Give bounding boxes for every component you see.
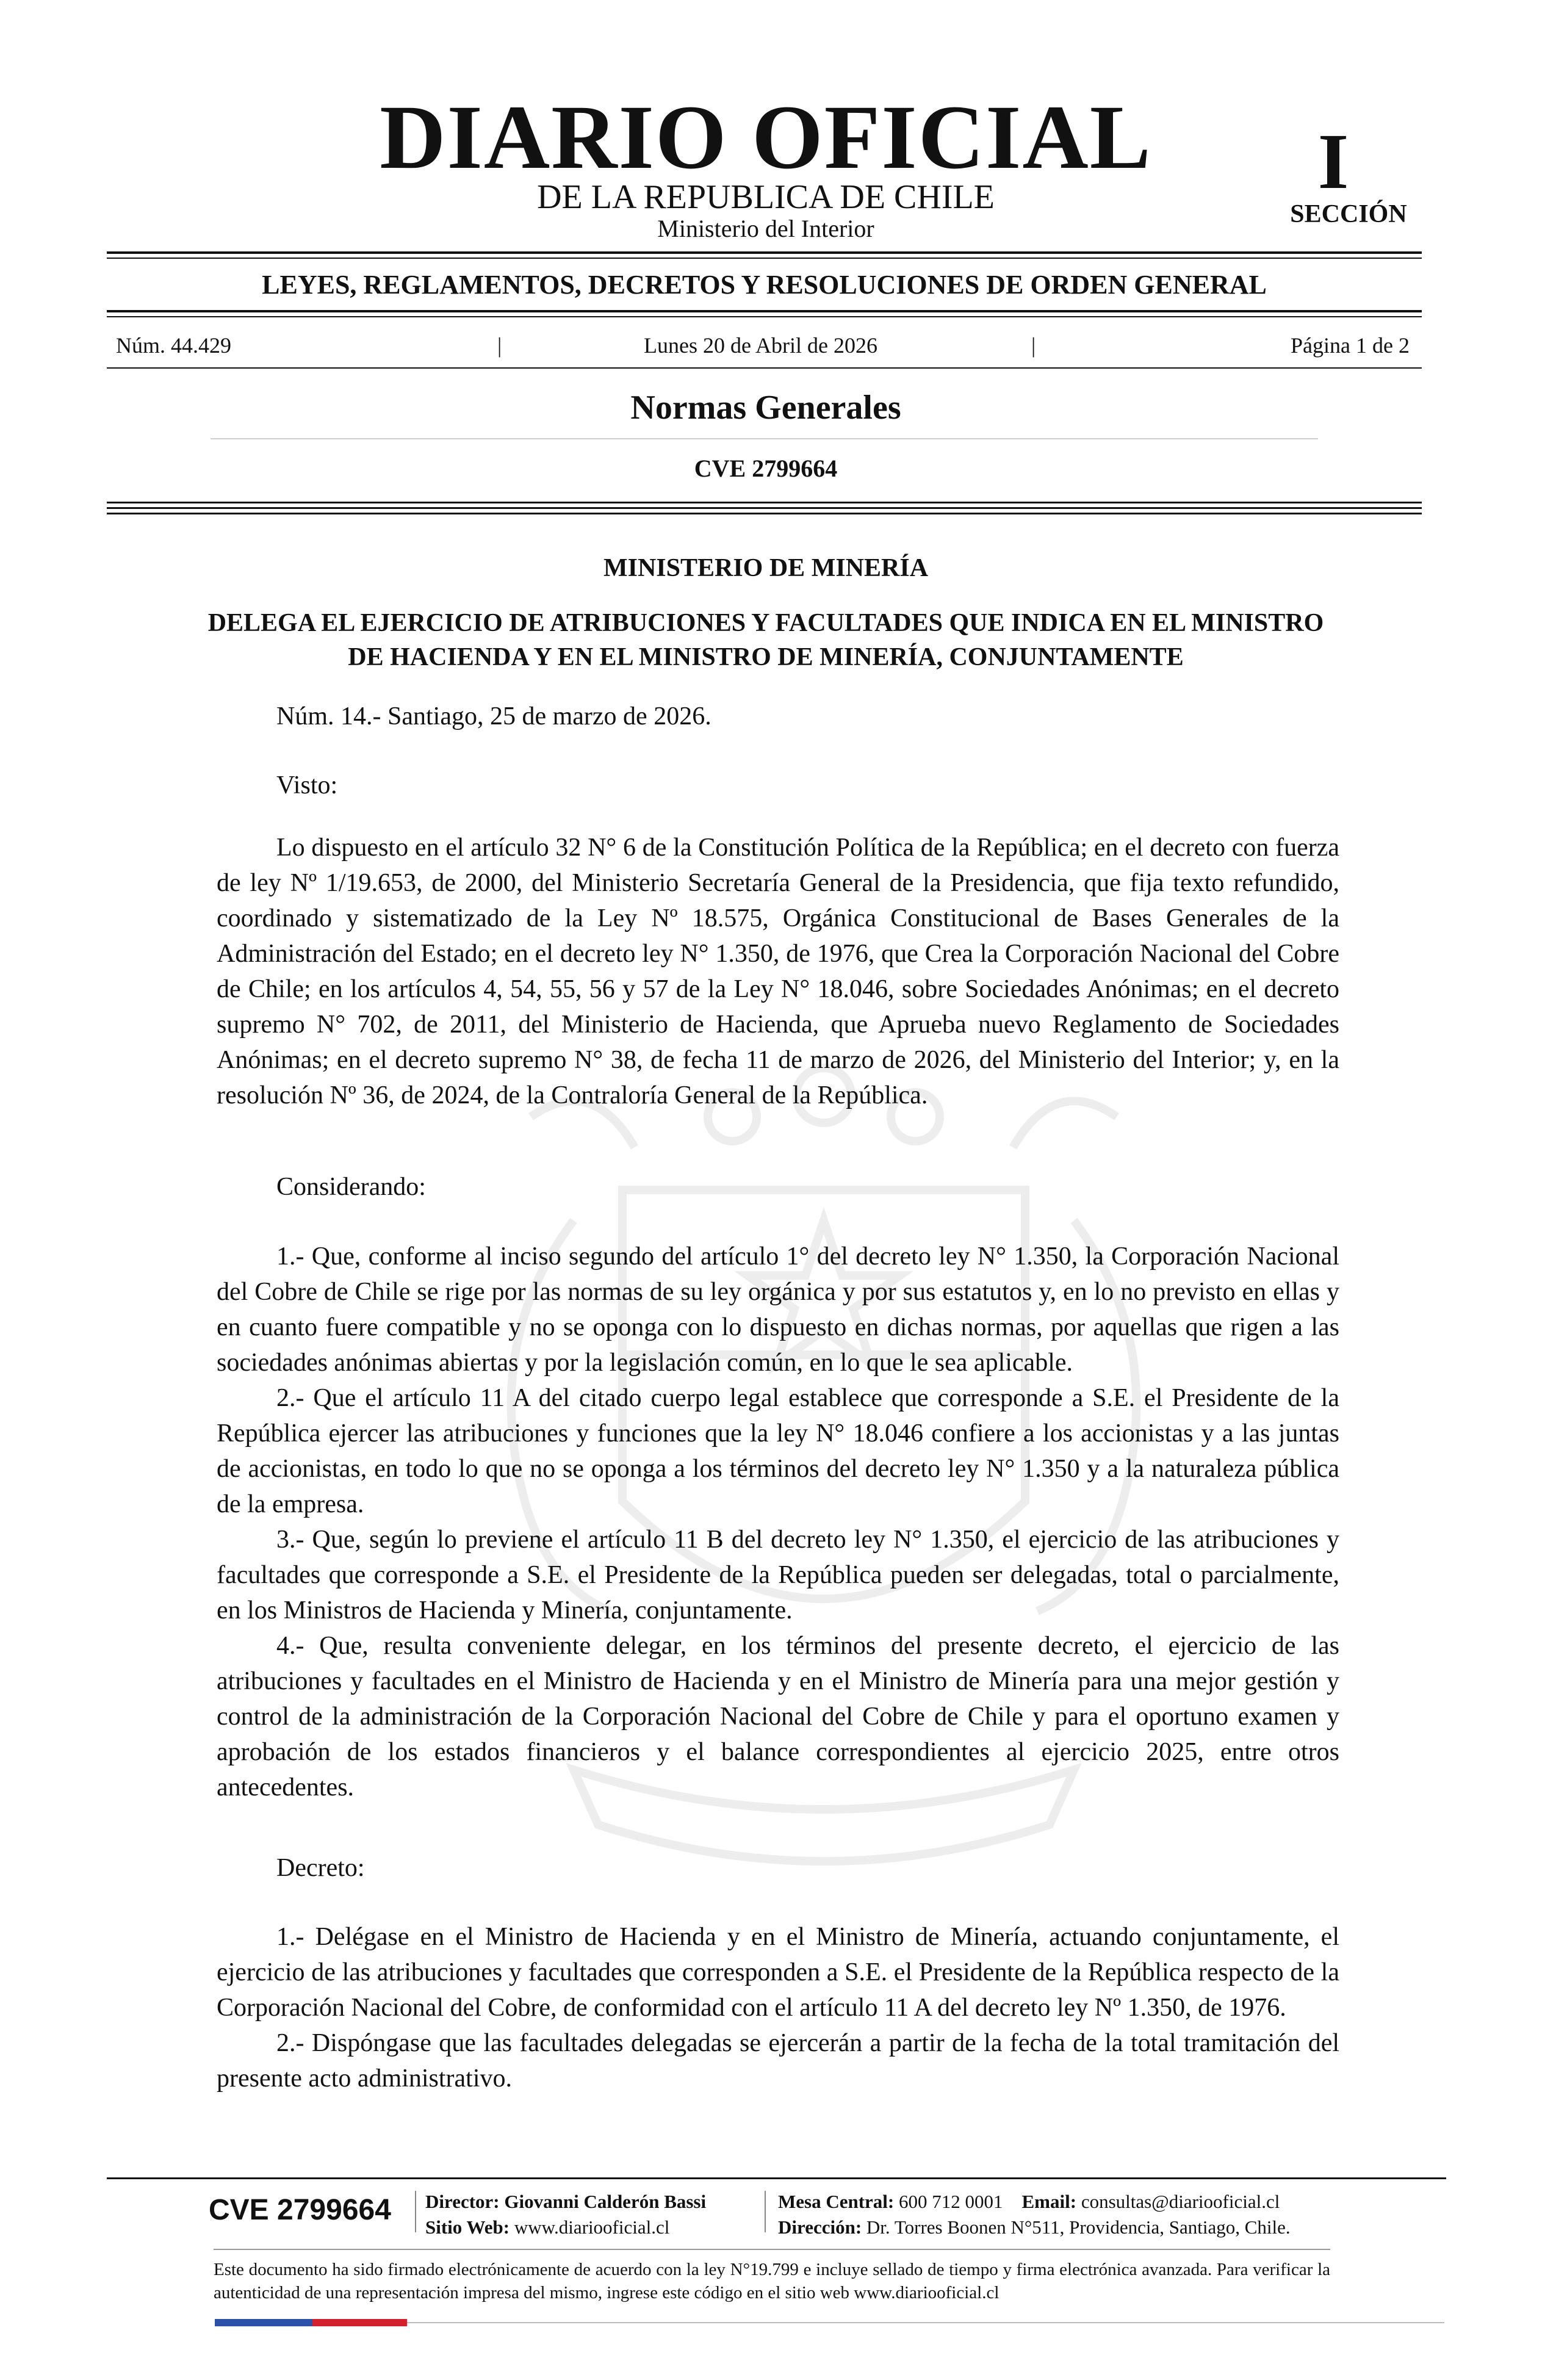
considerando-item: 1.- Que, conforme al inciso segundo del artículo 1° del decreto ley N° 1.350, la Corporación Nacional del Cobre de Chile se rige por las normas de su ley orgánica y por sus estatutos y, en lo no previsto en ellas y en cuanto fuere compatible y no se oponga con lo dispuesto en dichas normas, por aquellas que rigen a las sociedades anónimas abiertas y por la legislación común, en lo que le sea aplicable.: [217, 1242, 1339, 1377]
ministry-heading: MINISTERIO DE MINERÍA: [603, 554, 929, 582]
considerandos-list: [217, 1239, 1339, 1805]
footer-divider: [415, 2191, 416, 2232]
footer-bottom-rule: [407, 2322, 1444, 2323]
section-label: SECCIÓN: [1290, 200, 1407, 228]
director-name: Giovanni Calderón Bassi: [504, 2191, 707, 2212]
footer-director: [425, 2189, 706, 2215]
footer-divider: [765, 2191, 766, 2232]
decree-number-line: Núm. 14.- Santiago, 25 de marzo de 2026.: [276, 702, 711, 730]
email-link[interactable]: consultas@diariooficial.cl: [1081, 2191, 1280, 2212]
masthead-ministry: Ministerio del Interior: [657, 215, 874, 242]
visto-label: Visto:: [276, 771, 338, 799]
mesa-phone: 600 712 0001: [899, 2191, 1003, 2212]
email-label: Email:: [1021, 2191, 1077, 2212]
decree-title: DELEGA EL EJERCICIO DE ATRIBUCIONES Y FACULTADES QUE INDICA EN EL MINISTRO DE HACIENDA Y EN EL MINISTRO DE MINERÍA, CONJUNTAMENTE: [207, 609, 1324, 671]
issue-number: Núm. 44.429: [116, 333, 231, 358]
flag-stripe-red: [312, 2319, 407, 2326]
web-label: Sitio Web:: [425, 2216, 510, 2238]
mesa-label: Mesa Central:: [778, 2191, 895, 2212]
header-rule-top: [107, 251, 1422, 254]
footer-contact: [778, 2189, 1280, 2215]
decreto-label: Decreto:: [276, 1854, 365, 1882]
info-rule: [107, 367, 1422, 369]
considerando-label: Considerando:: [276, 1173, 426, 1201]
info-separator: |: [1031, 333, 1036, 358]
footer-rule: [107, 2177, 1446, 2179]
footer-website: [425, 2215, 669, 2240]
visto-text: Lo dispuesto en el artículo 32 N° 6 de la Constitución Política de la República; en el decreto con fuerza de ley Nº 1/19.653, de 2000, del Ministerio Secretaría General de la Presidencia, que fija texto refundido, coordinado y sistematizado de la Ley Nº 18.575, Orgánica Constitucional de Bases Generales de la Administración del Estado; en el decreto ley N° 1.350, de 1976, que Crea la Corporación Nacional del Cobre de Chile; en los artículos 4, 54, 55, 56 y 57 de la Ley N° 18.046, sobre Sociedades Anónimas; en el decreto supremo N° 702, de 2011, del Ministerio de Hacienda, que Aprueba nuevo Reglamento de Sociedades Anónimas; en el decreto supremo N° 38, de fecha 11 de marzo de 2026, del Ministerio del Interior; y, en la resolución Nº 36, de 2024, de la Contraloría General de la República.: [217, 834, 1339, 1109]
flag-stripe-blue: [215, 2319, 312, 2326]
address-label: Dirección:: [778, 2216, 862, 2238]
director-label: Director:: [425, 2191, 500, 2212]
footer-cve: CVE 2799664: [209, 2194, 391, 2226]
decreto-item: 1.- Delégase en el Ministro de Hacienda y en el Ministro de Minería, actuando conjuntamente, el ejercicio de las atribuciones y facultades que corresponden a S.E. el Presidente de la República respecto de la Corporación Nacional del Cobre, de conformidad con el artículo 11 A del decreto ley Nº 1.350, de 1976.: [217, 1923, 1339, 2022]
section-divider: [211, 438, 1318, 439]
header-rule-bottom-thin: [107, 316, 1422, 317]
footer-rule-lower: [214, 2249, 1330, 2250]
visto-paragraph: [217, 830, 1339, 1113]
section-number: I: [1317, 118, 1349, 206]
considerando-item: 4.- Que, resulta conveniente delegar, en los términos del presente decreto, el ejercicio de las atribuciones y facultades en el Ministro de Hacienda y en el Ministro de Minería para una mejor gestión y control de la administración de la Corporación Nacional del Cobre de Chile y para el oportuno examen y aprobación de los estados financieros y el balance correspondientes al ejercicio 2025, entre otros antecedentes.: [217, 1632, 1339, 1801]
address-text: Dr. Torres Boonen N°511, Providencia, Santiago, Chile.: [866, 2216, 1291, 2238]
header-rule-top-thin: [107, 258, 1422, 259]
issue-date: Lunes 20 de Abril de 2026: [644, 333, 877, 358]
masthead-title: DIARIO OFICIAL: [380, 87, 1152, 188]
masthead-close-rule: [107, 507, 1422, 509]
decreto-item: 2.- Dispóngase que las facultades delegadas se ejercerán a partir de la fecha de la total tramitación del presente acto administrativo.: [217, 2029, 1339, 2093]
masthead-close-rule: [107, 513, 1422, 514]
considerando-item: 3.- Que, según lo previene el artículo 11 B del decreto ley N° 1.350, el ejercicio de las atribuciones y facultades que corresponde a S.E. el Presidente de la República pueden ser delegadas, total o parcialmente, en los Ministros de Hacienda y Minería, conjuntamente.: [217, 1526, 1339, 1625]
header-rule-bottom: [107, 310, 1422, 312]
decretos-list: [217, 1919, 1339, 2096]
considerando-item: 2.- Que el artículo 11 A del citado cuerpo legal establece que corresponde a S.E. el Presidente de la República ejercer las atribuciones y funciones que la ley N° 18.046 confiere a los accionistas y a las juntas de accionistas, en todo lo que no se oponga a los términos del decreto ley N° 1.350 y a la naturaleza pública de la empresa.: [217, 1384, 1339, 1518]
masthead-close-rule: [107, 502, 1422, 503]
section-title: Normas Generales: [630, 389, 901, 427]
footer-disclaimer: Este documento ha sido firmado electrónicamente de acuerdo con la ley N°19.799 e incluye sellado de tiempo y firma electrónica avanzada. Para verificar la autenticidad de una representación impresa del mismo, ingrese este código en el sitio web www.diariooficial.cl: [214, 2260, 1330, 2302]
masthead-subtitle: DE LA REPUBLICA DE CHILE: [537, 178, 995, 216]
cve-header: CVE 2799664: [694, 455, 838, 482]
web-link[interactable]: www.diariooficial.cl: [514, 2216, 670, 2238]
info-separator: |: [497, 333, 502, 358]
footer-address: [778, 2215, 1291, 2240]
header-band: LEYES, REGLAMENTOS, DECRETOS Y RESOLUCIONES DE ORDEN GENERAL: [262, 270, 1267, 300]
page-indicator: Página 1 de 2: [1291, 333, 1410, 358]
